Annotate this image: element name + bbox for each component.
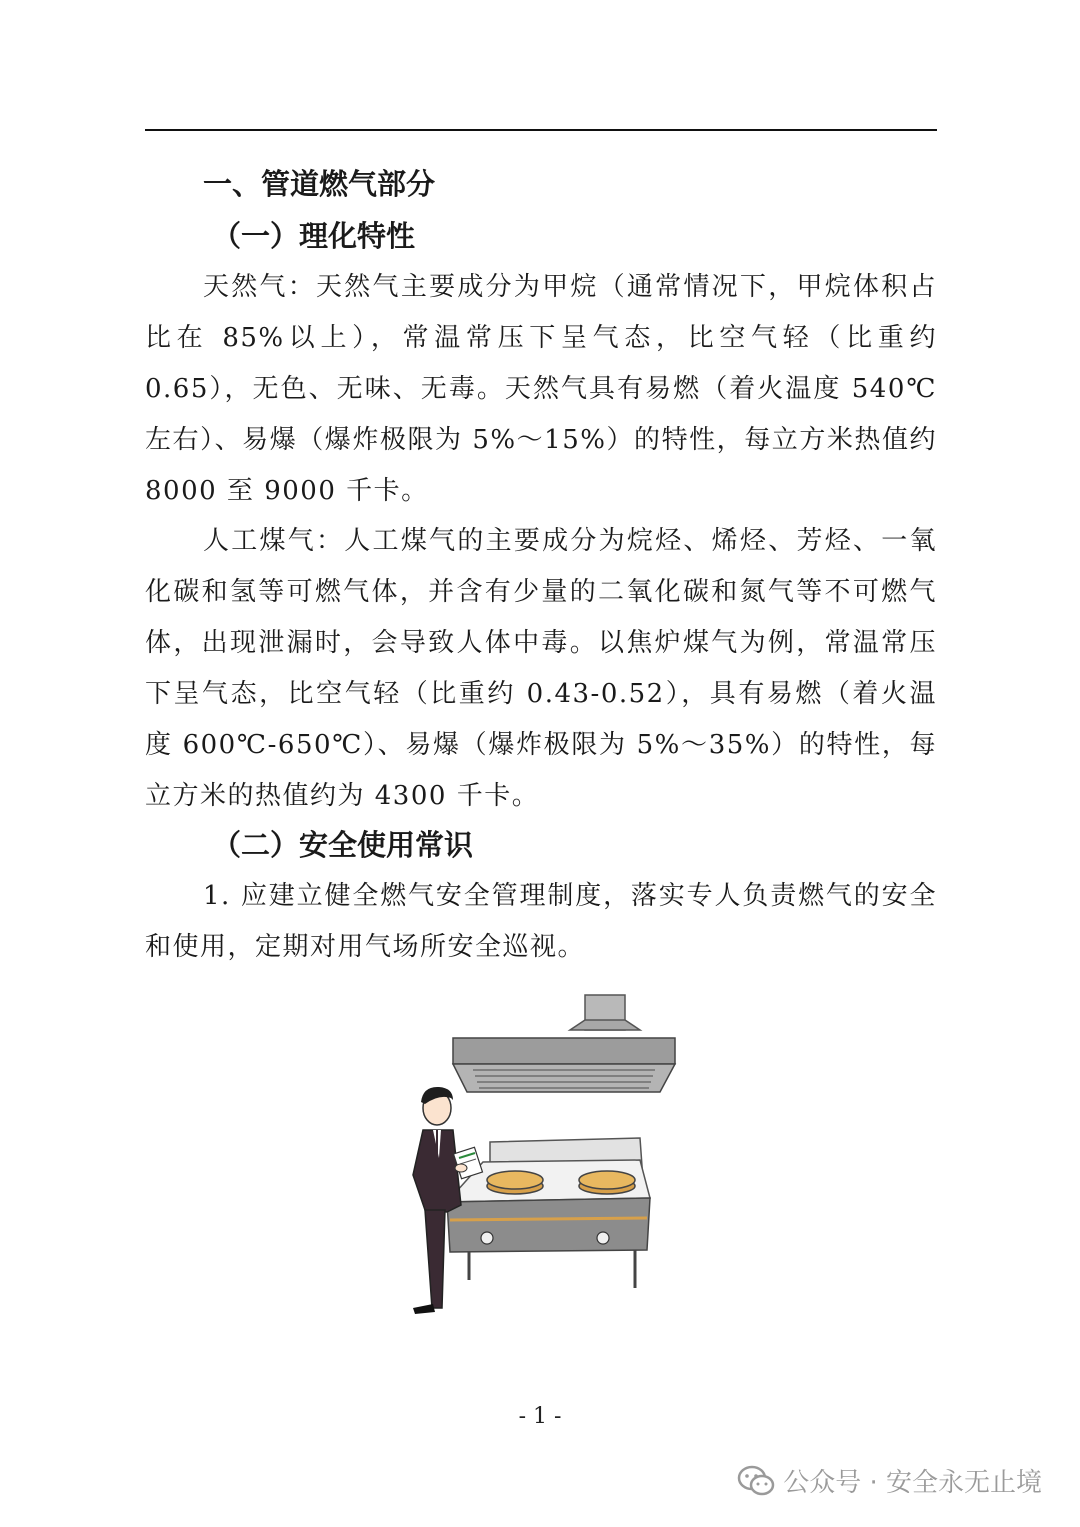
- watermark-text: 公众号 · 安全永无止境: [783, 1468, 1042, 1498]
- section-title-properties: （一）理化特性: [212, 219, 416, 253]
- section-title-safety: （二）安全使用常识: [212, 828, 474, 862]
- list-item-1: 1. 应建立健全燃气安全管理制度，落实专人负责燃气的安全和使用，定期对用气场所安全巡视。: [145, 881, 937, 962]
- header-rule: [145, 129, 937, 131]
- wechat-icon: [737, 1465, 775, 1497]
- heading-gas-pipeline: 一、管道燃气部分: [203, 167, 436, 201]
- watermark: [737, 1462, 1042, 1499]
- paragraph-coal-gas: 人工煤气：人工煤气的主要成分为烷烃、烯烃、芳烃、一氧化碳和氢等可燃气体，并含有少量的二氧化碳和氮气等不可燃气体，出现泄漏时，会导致人体中毒。以焦炉煤气为例，常温常压下呈气态，比空气轻（比重约 0.43-0.52），具有易燃（着火温度 600℃-650℃）、易爆（爆炸极限为 5%～35%）的特性，每立方米的热值约为 4300 千卡。: [145, 526, 937, 811]
- paragraph-natural-gas: 天然气：天然气主要成分为甲烷（通常情况下，甲烷体积占比在 85%以上），常温常压下呈气态，比空气轻（比重约 0.65），无色、无味、无毒。天然气具有易燃（着火温度 540℃左右）、易爆（爆炸极限为 5%～15%）的特性，每立方米热值约 8000 至 9000 千卡。: [145, 272, 937, 506]
- page-number: - 1 -: [518, 1404, 562, 1429]
- kitchen-stove-illustration: [395, 990, 695, 1320]
